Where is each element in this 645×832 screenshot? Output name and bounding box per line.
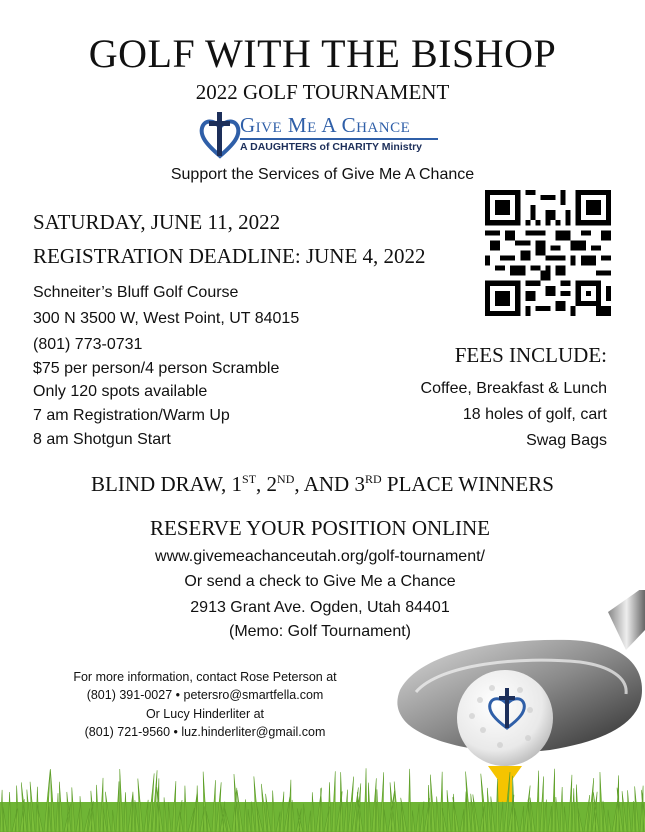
cross-heart-icon [198, 110, 242, 160]
check-memo: (Memo: Golf Tournament) [229, 623, 411, 640]
registration-deadline: REGISTRATION DEADLINE: JUNE 4, 2022 [33, 244, 426, 268]
check-instructions: Or send a check to Give Me a Chance [184, 573, 456, 590]
contact-line[interactable]: (801) 391-0027 • petersro@smartfella.com [86, 688, 324, 702]
grass-decoration [0, 762, 645, 832]
contact-line[interactable]: (801) 721-9560 • luz.hinderliter@gmail.com [84, 725, 326, 739]
course-address: 300 N 3500 W, West Point, UT 84015 [33, 310, 300, 327]
logo-name: Give Me A Chance [240, 113, 411, 137]
logo-divider [240, 138, 438, 140]
page-title: GOLF WITH THE BISHOP [88, 31, 557, 76]
contact-line: Or Lucy Hinderliter at [145, 707, 265, 721]
reserve-heading: RESERVE YOUR POSITION ONLINE [150, 516, 490, 540]
course-phone: (801) 773-0731 [33, 336, 143, 353]
logo-tagline: A DAUGHTERS of CHARITY Ministry [240, 141, 423, 153]
fee-item: 18 holes of golf, cart [462, 406, 607, 423]
fee-item: Coffee, Breakfast & Lunch [420, 380, 607, 397]
price-detail: $75 per person/4 person Scramble [33, 360, 280, 377]
contact-line: For more information, contact Rose Peterson at [73, 670, 337, 684]
give-me-a-chance-logo [198, 110, 448, 160]
spots-detail: Only 120 spots available [33, 383, 208, 400]
fee-item: Swag Bags [526, 432, 607, 449]
course-name: Schneiter’s Bluff Golf Course [33, 284, 239, 301]
fees-title: FEES INCLUDE: [454, 343, 607, 367]
event-date: SATURDAY, JUNE 11, 2022 [33, 210, 281, 234]
page-subtitle: 2022 GOLF TOURNAMENT [195, 80, 450, 104]
registration-url[interactable]: www.givemeachanceutah.org/golf-tournament/ [155, 548, 485, 565]
qr-code-icon [485, 190, 611, 316]
winners-heading: BLIND DRAW, 1ST, 2ND, AND 3RD PLACE WINNERS [91, 472, 554, 496]
support-text: Support the Services of Give Me A Chance [170, 166, 475, 183]
shotgun-start: 8 am Shotgun Start [33, 431, 171, 448]
registration-time: 7 am Registration/Warm Up [33, 407, 230, 424]
mailing-address: 2913 Grant Ave. Ogden, Utah 84401 [190, 599, 450, 616]
